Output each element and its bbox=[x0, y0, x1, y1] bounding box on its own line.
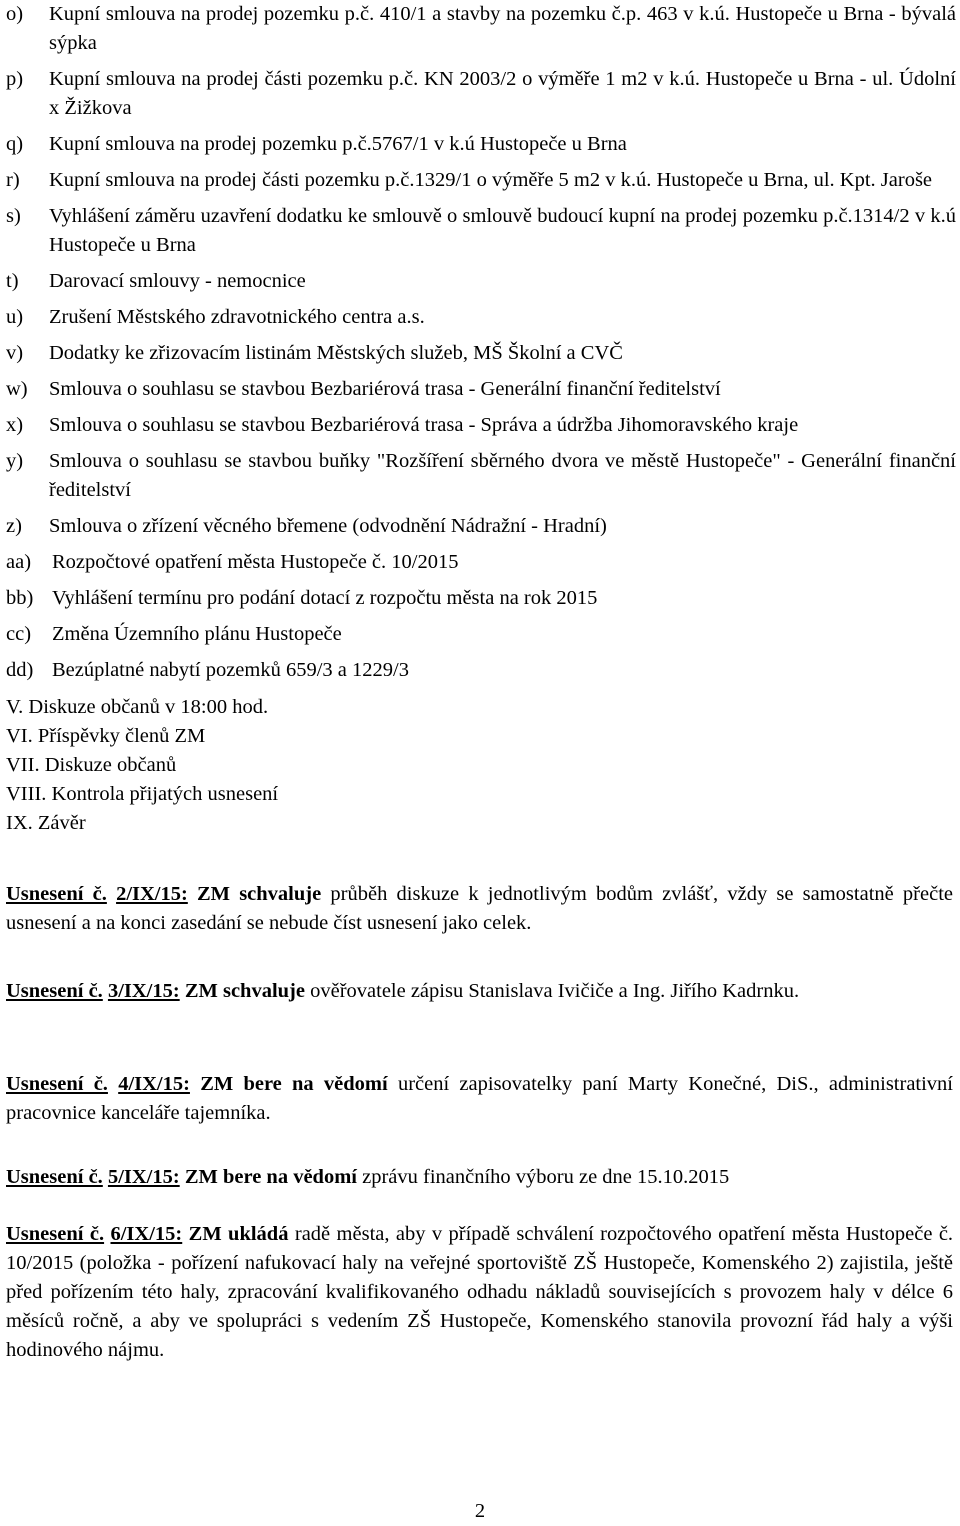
resolution-verb: ZM schvaluje bbox=[197, 883, 322, 905]
agenda-item-label: r) bbox=[6, 169, 20, 191]
resolution-paragraph bbox=[6, 977, 953, 1006]
resolution-verb: ZM bere na vědomí bbox=[200, 1073, 388, 1095]
resolution-paragraph bbox=[6, 1163, 953, 1192]
agenda-item bbox=[6, 65, 956, 123]
agenda-item-text: Zrušení Městského zdravotnického centra a.s. bbox=[49, 306, 425, 328]
agenda-item-text: Smlouva o souhlasu se stavbou Bezbariérová trasa - Správa a údržba Jihomoravského kraje bbox=[49, 414, 799, 436]
agenda-item bbox=[6, 267, 956, 296]
agenda-item bbox=[6, 166, 956, 195]
agenda-item bbox=[6, 375, 956, 404]
agenda-item-text: Vyhlášení termínu pro podání dotací z rozpočtu města na rok 2015 bbox=[52, 587, 598, 609]
roman-list bbox=[6, 693, 956, 838]
agenda-item-label: o) bbox=[6, 3, 24, 25]
agenda-item-label: t) bbox=[6, 270, 19, 292]
agenda-item-label: z) bbox=[6, 515, 22, 537]
agenda-item-label: cc) bbox=[6, 623, 32, 645]
agenda-item bbox=[6, 303, 956, 332]
resolution-text: průběh diskuze k jednotlivým bodům zvlášť, vždy se samostatně přečte usnesení a na konci zasedání se nebude číst usnesení jako celek. bbox=[6, 883, 953, 934]
agenda-item bbox=[6, 620, 956, 649]
page-number: 2 bbox=[474, 1500, 486, 1522]
agenda-item-label: q) bbox=[6, 133, 24, 155]
resolution-text: radě města, aby v případě schválení rozpočtového opatření města Hustopeče č. 10/2015 (položka - pořízení nafukovací haly na veřejné sportoviště ZŠ Hustopeče, Komenského 2) zajistila, ještě před pořízením této haly, zpracování kvalifikovaného odhadu nákladů souvisejících s provozem haly v délce 6 měsíců ročně, a aby ve spolupráci s vedením ZŠ Hustopeče, Komenského stanovila provozní řád haly a výši hodinového nájmu. bbox=[6, 1223, 954, 1361]
roman-item: VIII. Kontrola přijatých usnesení bbox=[6, 783, 279, 805]
agenda-list bbox=[6, 0, 956, 838]
resolution-verb: ZM ukládá bbox=[188, 1223, 289, 1245]
agenda-item-label: x) bbox=[6, 414, 24, 436]
agenda-item-text: Darovací smlouvy - nemocnice bbox=[49, 270, 306, 292]
roman-item: VII. Diskuze občanů bbox=[6, 754, 177, 776]
resolution-prefix: Usnesení č. bbox=[6, 1223, 105, 1245]
resolution-number: 6/IX/15: bbox=[110, 1223, 183, 1245]
resolution-number: 5/IX/15: bbox=[107, 1166, 180, 1188]
agenda-item-text: Kupní smlouva na prodej pozemku p.č.5767/1 v k.ú Hustopeče u Brna bbox=[49, 133, 627, 155]
agenda-item-label: p) bbox=[6, 68, 24, 90]
resolution-prefix: Usnesení č. bbox=[6, 1073, 108, 1095]
resolution-number: 3/IX/15: bbox=[107, 980, 180, 1002]
roman-item: V. Diskuze občanů v 18:00 hod. bbox=[6, 696, 269, 718]
agenda-item-text: Dodatky ke zřizovacím listinám Městských služeb, MŠ Školní a CVČ bbox=[49, 342, 623, 364]
agenda-item bbox=[6, 339, 956, 368]
resolution-4 bbox=[6, 1070, 953, 1128]
agenda-item bbox=[6, 656, 956, 685]
agenda-item-text: Kupní smlouva na prodej části pozemku p.č.1329/1 o výměře 5 m2 v k.ú. Hustopeče u Brna, ul. Kpt. Jaroše bbox=[49, 169, 933, 191]
resolution-number: 2/IX/15: bbox=[116, 883, 188, 905]
resolution-paragraph bbox=[6, 1220, 953, 1365]
resolution-text: určení zapisovatelky paní Marty Konečné, DiS., administrativní pracovnice kanceláře tajemníka. bbox=[6, 1073, 954, 1124]
agenda-item bbox=[6, 130, 956, 159]
agenda-item-label: dd) bbox=[6, 659, 34, 681]
resolution-text: ověřovatele zápisu Stanislava Ivičiče a Ing. Jiřího Kadrnku. bbox=[310, 980, 800, 1002]
resolution-paragraph bbox=[6, 1070, 953, 1128]
roman-item: VI. Příspěvky členů ZM bbox=[6, 725, 206, 747]
resolution-text: zprávu finančního výboru ze dne 15.10.2015 bbox=[362, 1166, 730, 1188]
agenda-item-text: Kupní smlouva na prodej části pozemku p.č. KN 2003/2 o výměře 1 m2 v k.ú. Hustopeče u Brna - ul. Údolní x Žižkova bbox=[49, 68, 956, 119]
resolution-verb: ZM bere na vědomí bbox=[184, 1166, 357, 1188]
agenda-item-label: aa) bbox=[6, 551, 32, 573]
resolution-prefix: Usnesení č. bbox=[6, 980, 103, 1002]
agenda-item-label: s) bbox=[6, 205, 21, 227]
resolution-paragraph bbox=[6, 880, 953, 938]
agenda-item-text: Rozpočtové opatření města Hustopeče č. 10/2015 bbox=[52, 551, 459, 573]
agenda-item-text: Kupní smlouva na prodej pozemku p.č. 410/1 a stavby na pozemku č.p. 463 v k.ú. Hustopeče u Brna - bývalá sýpka bbox=[49, 3, 956, 54]
resolution-2 bbox=[6, 880, 953, 938]
agenda-item-label: bb) bbox=[6, 587, 34, 609]
resolution-5 bbox=[6, 1163, 953, 1192]
agenda-item-text: Smlouva o zřízení věcného břemene (odvodnění Nádražní - Hradní) bbox=[49, 515, 607, 537]
agenda-item-label: w) bbox=[6, 378, 28, 400]
agenda-item-text: Změna Územního plánu Hustopeče bbox=[52, 623, 342, 645]
agenda-item bbox=[6, 202, 956, 260]
agenda-item bbox=[6, 447, 956, 505]
agenda-item-text: Smlouva o souhlasu se stavbou buňky "Rozšíření sběrného dvora ve městě Hustopeče" - Generální finanční ředitelství bbox=[49, 450, 956, 501]
resolution-number: 4/IX/15: bbox=[118, 1073, 190, 1095]
agenda-item-text: Vyhlášení záměru uzavření dodatku ke smlouvě o smlouvě budoucí kupní na prodej pozemku p.č.1314/2 v k.ú Hustopeče u Brna bbox=[49, 205, 956, 256]
resolution-3 bbox=[6, 977, 953, 1006]
agenda-item bbox=[6, 548, 956, 577]
agenda-item bbox=[6, 411, 956, 440]
agenda-item bbox=[6, 0, 956, 58]
agenda-item-text: Bezúplatné nabytí pozemků 659/3 a 1229/3 bbox=[52, 659, 409, 681]
agenda-item-label: y) bbox=[6, 450, 24, 472]
resolution-verb: ZM schvaluje bbox=[184, 980, 305, 1002]
roman-item: IX. Závěr bbox=[6, 812, 86, 834]
agenda-item bbox=[6, 512, 956, 541]
resolution-prefix: Usnesení č. bbox=[6, 1166, 103, 1188]
agenda-item-label: v) bbox=[6, 342, 24, 364]
resolution-prefix: Usnesení č. bbox=[6, 883, 107, 905]
agenda-item-text: Smlouva o souhlasu se stavbou Bezbariérová trasa - Generální finanční ředitelství bbox=[49, 378, 721, 400]
agenda-item bbox=[6, 584, 956, 613]
agenda-item-label: u) bbox=[6, 306, 24, 328]
resolution-6 bbox=[6, 1220, 953, 1365]
